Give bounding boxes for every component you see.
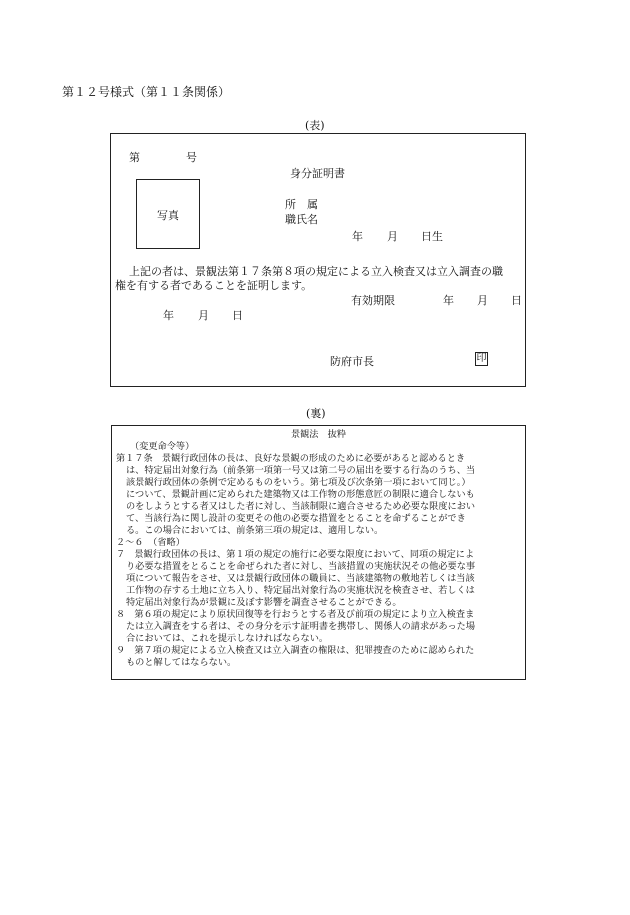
excerpt-line: は、特定届出対象行為（前条第一項第一号又は第二号の届出を要する行為のうち、当 bbox=[126, 465, 476, 476]
excerpt-line: 工作物の存する土地に立ち入り、特定届出対象行為の実施状況を検査させ、若しくは bbox=[126, 585, 475, 596]
excerpt-line: ２～６ （省略） bbox=[116, 537, 185, 548]
front-side-label: (表) bbox=[305, 119, 325, 132]
birth-year-label: 年 bbox=[352, 230, 363, 243]
excerpt-line: ７ 景観行政団体の長は、第１項の規定の施行に必要な限度において、同項の規定によ bbox=[116, 549, 475, 560]
id-card-back bbox=[111, 425, 526, 680]
form-title: 第１２号様式（第１１条関係） bbox=[62, 85, 231, 99]
name-label: 職氏名 bbox=[285, 213, 318, 226]
excerpt-line: のをしようとする者又はした者に対し、当該制限に適合させるため必要な限度におい bbox=[126, 501, 476, 512]
affiliation-label: 所 属 bbox=[285, 198, 318, 211]
excerpt-line: て、当該行為に関し設計の変更その他の必要な措置をとることを命ずることができ bbox=[126, 513, 466, 524]
back-side-label: (裏) bbox=[306, 407, 326, 420]
excerpt-line: 項について報告をさせ、又は景観行政団体の職員に、当該建築物の敷地若しくは当該 bbox=[126, 573, 475, 584]
excerpt-line: 該景観行政団体の条例で定めるものをいう。第七項及び次条第一項において同じ。） bbox=[126, 477, 471, 488]
id-card-front bbox=[110, 133, 526, 387]
seal-mark: 印 bbox=[476, 353, 487, 364]
excerpt-line: ものと解してはならない。 bbox=[126, 657, 237, 668]
body-text-line-2: 権を有する者であることを証明します。 bbox=[115, 279, 313, 292]
validity-month-label: 月 bbox=[477, 294, 488, 307]
card-number-prefix: 第 bbox=[129, 151, 140, 164]
photo-label: 写真 bbox=[157, 209, 179, 222]
issue-year-label: 年 bbox=[163, 309, 174, 322]
excerpt-line: について、景観計画に定められた建築物又は工作物の形態意匠の制限に適合しないも bbox=[126, 489, 475, 500]
card-number-suffix: 号 bbox=[186, 151, 197, 164]
photo-box bbox=[136, 179, 200, 249]
excerpt-line: 合においては、これを提示しなければならない。 bbox=[126, 633, 329, 644]
birth-day-label: 日生 bbox=[421, 230, 443, 243]
body-text-line-1: 上記の者は、景観法第１７条第８項の規定による立入検査又は立入調査の職 bbox=[129, 265, 503, 278]
issuer-label: 防府市長 bbox=[330, 355, 374, 368]
excerpt-line: ８ 第６項の規定により原状回復等を行おうとする者及び前項の規定により立入検査ま bbox=[116, 609, 475, 620]
card-title: 身分証明書 bbox=[290, 167, 345, 180]
birth-month-label: 月 bbox=[387, 230, 398, 243]
excerpt-line: たは立入調査をする者は、その身分を示す証明書を携帯し、関係人の請求があった場 bbox=[126, 621, 476, 632]
issue-day-label: 日 bbox=[232, 309, 243, 322]
excerpt-line: ９ 第７項の規定による立入検査又は立入調査の権限は、犯罪捜査のために認められた bbox=[116, 645, 475, 656]
excerpt-line: 特定届出対象行為が景観に及ぼす影響を調査させることができる。 bbox=[126, 597, 402, 608]
excerpt-line: る。この場合においては、前条第三項の規定は、適用しない。 bbox=[126, 525, 384, 536]
excerpt-line: り必要な措置をとることを命ぜられた者に対し、当該措置の実施状況その他必要な事 bbox=[126, 561, 476, 572]
excerpt-line: 第１７条 景観行政団体の長は、良好な景観の形成のために必要があると認めるとき bbox=[116, 453, 466, 464]
validity-label: 有効期限 bbox=[351, 294, 395, 307]
issue-month-label: 月 bbox=[198, 309, 209, 322]
validity-year-label: 年 bbox=[443, 294, 454, 307]
validity-day-label: 日 bbox=[511, 294, 522, 307]
excerpt-title: 景観法 抜粋 bbox=[290, 429, 347, 440]
excerpt-line: （変更命令等） bbox=[130, 441, 195, 452]
